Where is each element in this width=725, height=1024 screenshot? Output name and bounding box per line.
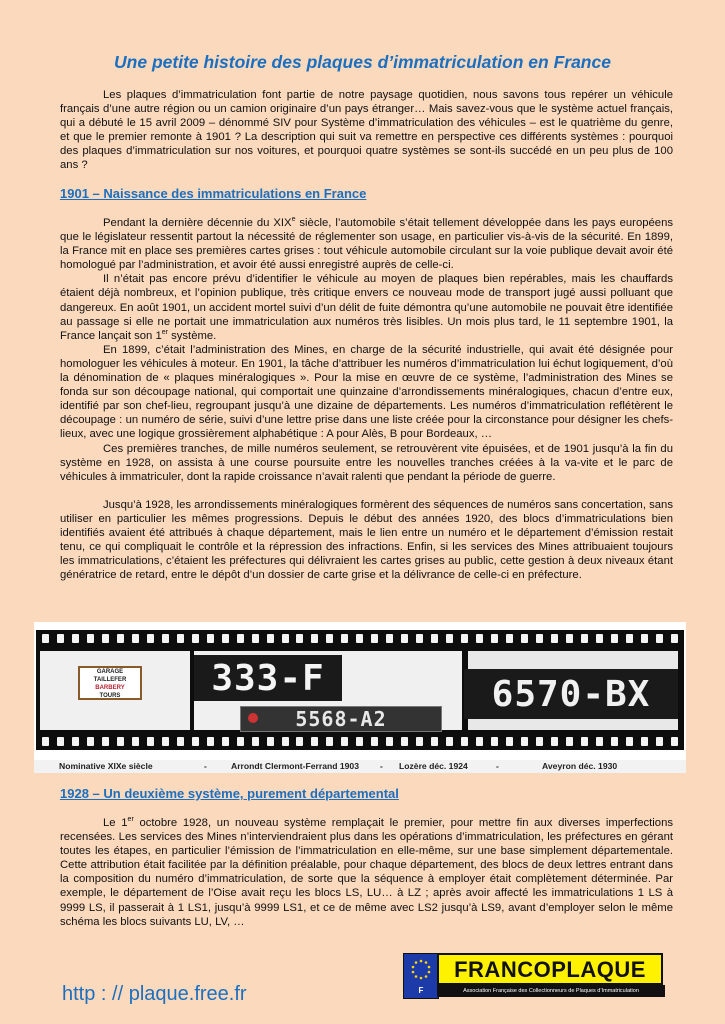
- logo-country-letter: F: [418, 986, 424, 995]
- film-strip: [36, 630, 684, 750]
- plate-333-f: 333-F: [194, 655, 342, 701]
- film-frame-1: [40, 651, 190, 730]
- section1-heading: 1901 – Naissance des immatriculations en France: [60, 186, 367, 201]
- caption-sep-3: -: [496, 761, 499, 771]
- document-title: Une petite histoire des plaques d’immatriculation en France: [114, 52, 611, 72]
- caption-sep-2: -: [380, 761, 383, 771]
- section1-body: [60, 216, 673, 582]
- section2-heading: 1928 – Un deuxième système, purement départemental: [60, 786, 399, 801]
- nominative-plate: [78, 666, 142, 700]
- caption-aveyron: Aveyron déc. 1930: [542, 761, 618, 771]
- plate-5568-a2: 5568-A2: [240, 706, 442, 732]
- film-perforations-bottom: [42, 737, 678, 746]
- section2-p1: Le 1er octobre 1928, un nouveau système remplaçait le premier, pour mettre fin aux diverses imperfections recensées. Les services des Mines n’interviendraient plus dans les opérations d’immatriculation, les préfectures en gérant toutes les étapes, en particulier l’émission de l’immatriculation en elle-même, sur une base simplement départementale. Cette attribution était facilitée par la définition préalable, pour chaque département, des blocs de deux lettres entrant dans la composition du numéro d’immatriculation, de sorte que la séquence à employer était complètement déterminée. Par exemple, le département de l’Oise avait reçu les blocs LS, LU… à LZ ; après avoir affecté les immatriculations 1 LS à 9999 LS, il passerait à 1 LS1, jusqu’à 9999 LS1, et ce de même avec LS2 jusqu’à LS9, avant d’employer selon le même schéma les blocs suivants LU, LV, …: [60, 816, 673, 928]
- section1-p1: Pendant la dernière décennie du XIXe siècle, l’automobile s’était tellement développée dans les pays européens que le législateur ressentit partout la nécessité de réglementer son usage, en particulier vis-à-vis de la sécurité. En 1899, la France mit en place ses premières cartes grises : tout véhicule automobile circulant sur la voie publique devait avoir été homologué par l’administration, et avoir été aussi enregistré auprès de celle-ci.: [60, 216, 674, 272]
- plate-5568-a2-rivet: [248, 713, 258, 723]
- website-link[interactable]: http : // plaque.free.fr: [62, 983, 247, 1005]
- film-frame-3: [468, 651, 678, 730]
- nominative-plate-line1: GARAGE TAILLEFER: [93, 669, 127, 683]
- section1-p5: Jusqu’à 1928, les arrondissements minéralogiques formèrent des séquences de numéros sans concertation, sans utiliser en particulier les mêmes progressions. Depuis le début des années 1920, des blocs d’immatriculations bien identifiés avaient été attribués à chaque département, mais le lien entre un numéro et le département d’émission restait tenu, ce qui compliquait le contrôle et la répression des infractions. Enfin, si les services des Mines attribuaient toujours les immatriculations, c’étaient les préfectures qui délivraient les cartes grises au public, cette gestion à deux niveaux étant génératrice de retard, entre le dépôt d’un dossier de carte grise et la délivrance de celle-ci en préfecture.: [60, 498, 673, 582]
- figure-caption: [34, 760, 686, 773]
- eu-flag-icon: [403, 953, 439, 999]
- caption-lozere: Lozère déc. 1924: [399, 761, 468, 771]
- intro-text: Les plaques d’immatriculation font partie de notre paysage quotidien, nous savons tous repérer un véhicule français d’une autre région ou un camion originaire d’un pays étranger… Mais savez-vous que le système actuel français, qui a débuté le 15 avril 2009 – dénommé SIV pour Système d’immatriculation des véhicules – est le quatrième du genre, et que le premier remonte à 1901 ? La description qui suit va remettre en perspective ces différents systèmes : pourquoi des plaques d’immatriculation sur nos voitures, et pourquoi quatre systèmes se sont-ils succédé en un peu plus de 100 ans ?: [60, 89, 673, 172]
- film-perforations-top: [42, 634, 678, 643]
- section1-p3: En 1899, c’était l’administration des Mines, en charge de la sécurité industrielle, qui avait été désignée pour homologuer les véhicules à moteur. En 1901, la tâche d’attribuer les numéros d’immatriculation lui échut logiquement, d’où la dénomination de « plaques minéralogiques ». Pour la mise en œuvre de ce système, l’administration des Mines se fonda sur son découpage national, qui comportait une quinzaine d’arrondissements minéralogiques, chacun d’entre eux, identifié par son chef-lieu, regroupant jusqu’à une dizaine de départements. Les numéros d’immatriculation reflétèrent le découpage : un numéro de série, suivi d’une lettre prise dans une liste créée pour la circonstance pour désigner les chefs-lieux, avec une logique grossièrement alphabétique : A pour Alès, B pour Bordeaux, …: [60, 343, 673, 441]
- caption-nominative: Nominative XIXe siècle: [59, 761, 153, 771]
- film-frame-2: [194, 651, 462, 730]
- logo-name: FRANCOPLAQUE: [454, 957, 646, 982]
- nominative-plate-line2: BARBERY: [95, 685, 125, 691]
- logo-tagline: Association Française des Collectionneurs de Plaques d’Immatriculation: [437, 985, 665, 997]
- intro-paragraph: [60, 88, 673, 173]
- logo-plate: [437, 953, 663, 985]
- plates-film-strip-image: [34, 622, 686, 772]
- section1-p4: Ces premières tranches, de mille numéros seulement, se retrouvèrent vite épuisées, et de 1901 jusqu’à la fin du système en 1928, on assista à une course poursuite entre les nouvelles tranches créées à la va-vite et le parc de véhicules à immatriculer, dont la rapide croissance n’avait ralenti que pendant la période de guerre.: [60, 442, 673, 483]
- nominative-plate-line3: TOURS: [99, 693, 121, 699]
- section2-body: [60, 816, 673, 929]
- caption-sep-1: -: [204, 761, 207, 771]
- plate-6570-bx: 6570-BX: [464, 669, 678, 719]
- francoplaque-logo: [403, 953, 665, 997]
- caption-clermont: Arrondt Clermont-Ferrand 1903: [231, 761, 359, 771]
- section1-p2: Il n’était pas encore prévu d’identifier le véhicule au moyen de plaques bien repérables, mais les chauffards étaient déjà nombreux, et l’opinion publique, très critique envers ce nouveau mode de transport jugé aussi polluant que dangereux. En août 1901, un accident mortel suivi d’un délit de fuite démontra qu’une automobile ne pouvait être identifiée au passage si elle ne portait une immatriculation aux numéros très lisibles. Un mois plus tard, le 11 septembre 1901, la France lançait son 1er système.: [60, 273, 673, 342]
